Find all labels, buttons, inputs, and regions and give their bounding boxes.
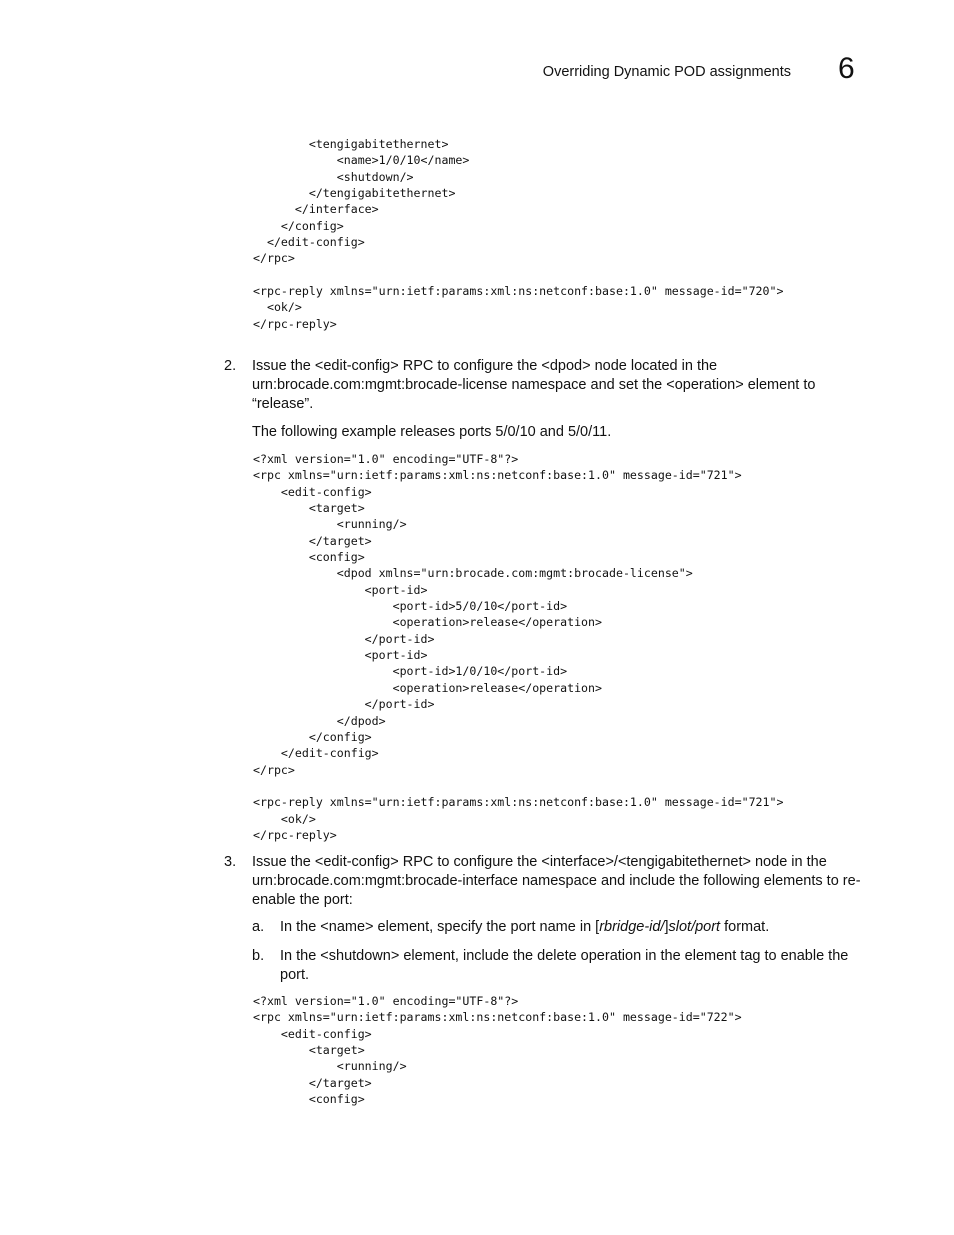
code-block-bottom: <?xml version="1.0" encoding="UTF-8"?> <rpc xmlns="urn:ietf:params:xml:ns:netconf:base:1.0" message-id="722"> <edit-config> <target> <running/> </target> <config> [253, 994, 742, 1107]
step-2-number: 2. [224, 358, 237, 374]
section-title: Overriding Dynamic POD assignments [542, 64, 791, 80]
code-block-top: <tengigabitethernet> <name>1/0/10</name> <shutdown/> </tengigabitethernet> </interface> </config> </edit-config> </rpc> <rpc-reply xmlns="urn:ietf:params:xml:ns:netconf:base:1.0" message-id="720"> <ok/> </rpc-reply> [253, 137, 784, 331]
step-2-example-intro: The following example releases ports 5/0/10 and 5/0/11. [252, 424, 612, 440]
chapter-number: 6 [838, 52, 855, 85]
sub-b-letter: b. [252, 948, 265, 964]
step-3-number: 3. [224, 854, 237, 870]
sub-b-text: In the <shutdown> element, include the delete operation in the element tag to enable the port. [280, 948, 849, 983]
sub-a-letter: a. [252, 919, 265, 935]
code-block-middle: <?xml version="1.0" encoding="UTF-8"?> <rpc xmlns="urn:ietf:params:xml:ns:netconf:base:1.0" message-id="721"> <edit-config> <target> <running/> </target> <config> <dpod xmlns="urn:brocade.com:mgmt:brocade-license"> <port-id> <port-id>5/0/10</port-id> <operation>release</operation> </port-id> <port-id> <port-id>1/0/10</port-id> <operation>release</operation> </port-id> </dpod> </config> </edit-config> </rpc> <rpc-reply xmlns="urn:ietf:params:xml:ns:netconf:base:1.0" message-id="721"> <ok/> </rpc-reply> [253, 452, 784, 842]
sub-a-text: In the <name> element, specify the port name in [rbridge-id/]slot/port format. [280, 919, 770, 935]
step-3-text: Issue the <edit-config> RPC to configure the <interface>/<tengigabitethernet> node in the urn:brocade.com:mgmt:brocade-interface namespace and include the following elements to re-enable the port: [252, 854, 861, 908]
step-2-text: Issue the <edit-config> RPC to configure the <dpod> node located in the urn:brocade.com:mgmt:brocade-license namespace and set the <operation> element to “release”. [252, 358, 816, 412]
